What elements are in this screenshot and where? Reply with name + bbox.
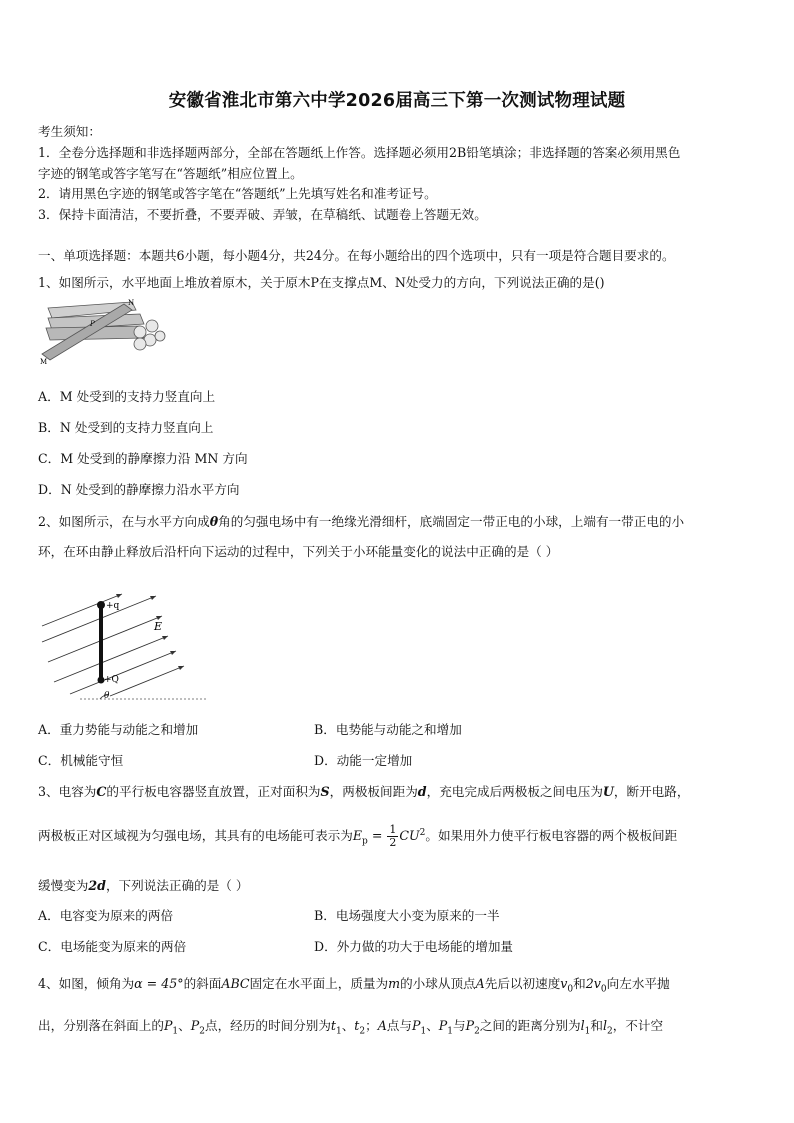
- q2-field-figure: [40, 592, 210, 704]
- q1-option-d: D．N 处受到的静摩擦力沿水平方向: [38, 482, 240, 497]
- q1-option-a: A．M 处受到的支持力竖直向上: [38, 389, 216, 404]
- q2-label-q-top: +q: [106, 601, 120, 611]
- q1-label-m: M: [40, 358, 48, 366]
- q3-option-d: D．外力做的功大于电场能的增加量: [314, 939, 514, 954]
- q1-stem: 1、如图所示，水平地面上堆放着原木，关于原木P在支撑点M、N处受力的方向，下列说法正确的是(): [38, 275, 605, 290]
- page-title: 安徽省淮北市第六中学2026届高三下第一次测试物理试题: [168, 91, 626, 111]
- q1-label-p: P: [90, 320, 95, 328]
- notice-item-2: 2．请用黑色字迹的钢笔或答字笔在“答题纸”上先填写姓名和准考证号。: [38, 186, 437, 201]
- q1-logs-figure: [40, 296, 168, 366]
- q2-option-b: B．电势能与动能之和增加: [314, 722, 462, 737]
- notice-item-1: 1．全卷分选择题和非选择题两部分，全部在答题纸上作答。选择题必须用2B铅笔填涂；非选择题的答案必须用黑色: [38, 145, 681, 160]
- q2-option-a: A．重力势能与动能之和增加: [38, 722, 199, 737]
- q3-option-c: C．电场能变为原来的两倍: [38, 939, 187, 954]
- q3-formula: $E_p$ = $\frac{1}{2}$ $CU^2$: [352, 823, 426, 850]
- q3-stem-line3: 缓慢变为2d，下列说法正确的是（ ）: [38, 878, 249, 893]
- q2-label-e: E: [154, 620, 163, 633]
- notice-item-1-cont: 字迹的钢笔或答字笔写在“答题纸”相应位置上。: [38, 166, 303, 181]
- q2-option-c: C．机械能守恒: [38, 753, 124, 768]
- q4-stem-line1: 4、如图，倾角为α = 45°的斜面ABC固定在水平面上，质量为m的小球从顶点A先后以初速度$v_0$和$2v_0$向左水平抛: [38, 976, 670, 995]
- notice-item-3: 3．保持卡面清洁，不要折叠，不要弄破、弄皱，在草稿纸、试题卷上答题无效。: [38, 207, 487, 222]
- q3-option-b: B．电场强度大小变为原来的一半: [314, 908, 500, 923]
- q1-option-b: B．N 处受到的支持力竖直向上: [38, 420, 214, 435]
- q2-stem-line1: 2、如图所示，在与水平方向成θ角的匀强电场中有一绝缘光滑细杆，底端固定一带正电的小球，上端有一带正电的小: [38, 514, 685, 529]
- notice-heading: 考生须知：: [38, 124, 101, 139]
- q3-stem-line1: 3、电容为C的平行板电容器竖直放置，正对面积为S，两极板间距为d，充电完成后两极板之间电压为U，断开电路，: [38, 784, 690, 799]
- q2-stem-line2: 环，在环由静止释放后沿杆向下运动的过程中，下列关于小环能量变化的说法中正确的是（ ）: [38, 544, 559, 559]
- q1-option-c: C．M 处受到的静摩擦力沿 MN 方向: [38, 451, 248, 466]
- q1-label-n: N: [128, 299, 135, 307]
- q2-label-theta: θ: [104, 691, 110, 701]
- q4-stem-line2: 出，分别落在斜面上的$P_1$、$P_2$点，经历的时间分别为$t_1$、$t_2$；A点与$P_1$、$P_1$与$P_2$之间的距离分别为$l_1$和$l_2$，不计空: [38, 1018, 664, 1037]
- q3-option-a: A．电容变为原来的两倍: [38, 908, 174, 923]
- q3-stem-line2: 两极板正对区域视为匀强电场，其具有的电场能可表示为$E_p$ = $\frac{1}{2}$ $CU^2$。如果用外力使平行板电容器的两个极板间距: [38, 823, 678, 850]
- q2-option-d: D．动能一定增加: [314, 753, 413, 768]
- q2-label-q-bottom: +Q: [104, 675, 119, 685]
- section-heading: 一、单项选择题：本题共6小题，每小题4分，共24分。在每小题给出的四个选项中，只有一项是符合题目要求的。: [38, 248, 675, 263]
